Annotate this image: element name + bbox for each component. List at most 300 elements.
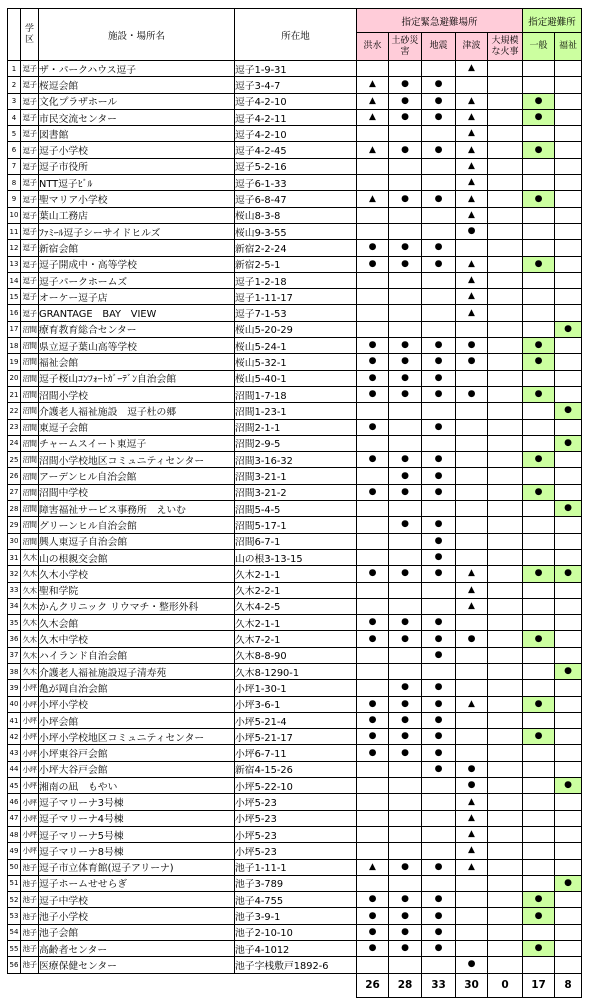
row-number: 56 xyxy=(8,957,21,973)
facility-name: 逗子マリーナ5号棟 xyxy=(39,826,235,842)
facility-name: 沼間小学校地区コミュニティセンター xyxy=(39,452,235,468)
earthquake-mark: ● xyxy=(422,256,456,272)
district-cell: 逗子 xyxy=(21,191,39,207)
tsunami-mark xyxy=(456,663,488,679)
row-number: 22 xyxy=(8,403,21,419)
row-number: 29 xyxy=(8,517,21,533)
district-cell: 小坪 xyxy=(21,680,39,696)
general-mark xyxy=(523,126,555,142)
facility-name: 池子会館 xyxy=(39,924,235,940)
landslide-mark xyxy=(389,778,422,794)
row-number: 51 xyxy=(8,875,21,891)
welfare-mark xyxy=(555,386,582,402)
tsunami-mark: ▲ xyxy=(456,843,488,859)
general-mark xyxy=(523,468,555,484)
earthquake-mark xyxy=(422,778,456,794)
district-cell: 逗子 xyxy=(21,223,39,239)
landslide-mark xyxy=(389,61,422,77)
flood-mark xyxy=(357,647,389,663)
table-row xyxy=(8,272,582,288)
general-mark xyxy=(523,305,555,321)
address-cell: 久木4-2-5 xyxy=(235,598,357,614)
flood-mark: ● xyxy=(357,615,389,631)
district-cell: 久木 xyxy=(21,566,39,582)
district-cell: 沼間 xyxy=(21,354,39,370)
fire-mark xyxy=(488,403,523,419)
earthquake-mark: ● xyxy=(422,468,456,484)
total-welfare: 8 xyxy=(555,973,582,997)
district-cell: 沼間 xyxy=(21,370,39,386)
landslide-mark: ● xyxy=(389,452,422,468)
row-number: 14 xyxy=(8,272,21,288)
district-cell: 久木 xyxy=(21,631,39,647)
address-cell: 逗子4-2-11 xyxy=(235,109,357,125)
tsunami-mark: ▲ xyxy=(456,582,488,598)
welfare-mark xyxy=(555,223,582,239)
row-number: 44 xyxy=(8,761,21,777)
table-row xyxy=(8,256,582,272)
tsunami-mark: ▲ xyxy=(456,93,488,109)
emergency-group-header: 指定緊急避難場所 xyxy=(357,9,523,33)
row-number: 3 xyxy=(8,93,21,109)
district-cell: 逗子 xyxy=(21,240,39,256)
row-number: 36 xyxy=(8,631,21,647)
tsunami-mark: ● xyxy=(456,957,488,973)
welfare-mark xyxy=(555,957,582,973)
general-mark xyxy=(523,223,555,239)
facility-name: 新宿会館 xyxy=(39,240,235,256)
earthquake-mark: ● xyxy=(422,615,456,631)
fire-mark xyxy=(488,223,523,239)
tsunami-header: 津波 xyxy=(456,33,488,61)
tsunami-mark xyxy=(456,321,488,337)
earthquake-mark xyxy=(422,875,456,891)
row-number: 6 xyxy=(8,142,21,158)
address-cell: 桜山5-20-29 xyxy=(235,321,357,337)
general-mark xyxy=(523,533,555,549)
earthquake-mark xyxy=(422,223,456,239)
tsunami-mark xyxy=(456,729,488,745)
table-row xyxy=(8,305,582,321)
earthquake-mark xyxy=(422,435,456,451)
earthquake-mark xyxy=(422,810,456,826)
row-number: 13 xyxy=(8,256,21,272)
row-number: 28 xyxy=(8,501,21,517)
general-mark: ● xyxy=(523,908,555,924)
welfare-mark xyxy=(555,419,582,435)
flood-mark xyxy=(357,663,389,679)
flood-mark xyxy=(357,501,389,517)
facility-name: 久木中学校 xyxy=(39,631,235,647)
landslide-mark: ● xyxy=(389,615,422,631)
row-number: 47 xyxy=(8,810,21,826)
facility-name: チャームスイート東逗子 xyxy=(39,435,235,451)
facility-name: 小坪小学校地区コミュニティセンター xyxy=(39,729,235,745)
address-cell: 逗子3-4-7 xyxy=(235,77,357,93)
welfare-mark xyxy=(555,338,582,354)
general-mark: ● xyxy=(523,386,555,402)
row-number: 34 xyxy=(8,598,21,614)
general-mark: ● xyxy=(523,452,555,468)
table-row xyxy=(8,892,582,908)
welfare-mark xyxy=(555,696,582,712)
welfare-mark xyxy=(555,826,582,842)
general-mark: ● xyxy=(523,696,555,712)
earthquake-mark xyxy=(422,794,456,810)
district-cell: 沼間 xyxy=(21,321,39,337)
welfare-mark xyxy=(555,549,582,565)
flood-mark: ● xyxy=(357,729,389,745)
landslide-mark: ● xyxy=(389,712,422,728)
general-mark: ● xyxy=(523,109,555,125)
district-cell: 小坪 xyxy=(21,826,39,842)
welfare-mark xyxy=(555,582,582,598)
earthquake-mark xyxy=(422,843,456,859)
earthquake-mark: ● xyxy=(422,386,456,402)
flood-mark: ● xyxy=(357,338,389,354)
table-row xyxy=(8,549,582,565)
flood-mark: ● xyxy=(357,924,389,940)
row-number: 1 xyxy=(8,61,21,77)
row-number: 21 xyxy=(8,386,21,402)
flood-mark xyxy=(357,517,389,533)
landslide-mark xyxy=(389,158,422,174)
general-mark xyxy=(523,61,555,77)
general-mark xyxy=(523,843,555,859)
district-cell: 沼間 xyxy=(21,452,39,468)
welfare-mark xyxy=(555,517,582,533)
welfare-mark xyxy=(555,615,582,631)
earthquake-mark: ● xyxy=(422,354,456,370)
district-cell: 小坪 xyxy=(21,696,39,712)
fire-header: 大規模 な火事 xyxy=(488,33,523,61)
flood-mark xyxy=(357,175,389,191)
earthquake-mark: ● xyxy=(422,93,456,109)
earthquake-header: 地震 xyxy=(422,33,456,61)
welfare-mark xyxy=(555,631,582,647)
row-number: 50 xyxy=(8,859,21,875)
tsunami-mark: ● xyxy=(456,223,488,239)
row-number: 35 xyxy=(8,615,21,631)
facility-name: 東逗子会館 xyxy=(39,419,235,435)
earthquake-mark: ● xyxy=(422,566,456,582)
landslide-mark: ● xyxy=(389,859,422,875)
facility-name: 亀が岡自治会館 xyxy=(39,680,235,696)
general-mark xyxy=(523,403,555,419)
tsunami-mark: ▲ xyxy=(456,859,488,875)
row-number: 30 xyxy=(8,533,21,549)
address-cell: 逗子5-2-16 xyxy=(235,158,357,174)
table-row xyxy=(8,126,582,142)
facility-name: 沼間中学校 xyxy=(39,484,235,500)
table-row xyxy=(8,859,582,875)
row-number: 23 xyxy=(8,419,21,435)
tsunami-mark xyxy=(456,501,488,517)
flood-mark xyxy=(357,957,389,973)
welfare-mark xyxy=(555,761,582,777)
fire-mark xyxy=(488,321,523,337)
address-cell: 池子1-11-1 xyxy=(235,859,357,875)
welfare-mark xyxy=(555,158,582,174)
landslide-mark xyxy=(389,305,422,321)
facility-name: 沼間小学校 xyxy=(39,386,235,402)
tsunami-mark: ▲ xyxy=(456,826,488,842)
general-mark xyxy=(523,419,555,435)
tsunami-mark: ● xyxy=(456,761,488,777)
welfare-mark xyxy=(555,892,582,908)
total-earthquake: 33 xyxy=(422,973,456,997)
fire-mark xyxy=(488,761,523,777)
flood-mark: ● xyxy=(357,452,389,468)
row-number: 4 xyxy=(8,109,21,125)
address-cell: 久木2-2-1 xyxy=(235,582,357,598)
general-mark xyxy=(523,778,555,794)
facility-name: 山の根親交会館 xyxy=(39,549,235,565)
row-number: 17 xyxy=(8,321,21,337)
tsunami-mark xyxy=(456,615,488,631)
welfare-mark: ● xyxy=(555,321,582,337)
row-number: 31 xyxy=(8,549,21,565)
facility-name: 逗子市役所 xyxy=(39,158,235,174)
tsunami-mark xyxy=(456,403,488,419)
landslide-mark: ● xyxy=(389,256,422,272)
district-cell: 池子 xyxy=(21,875,39,891)
general-mark xyxy=(523,875,555,891)
address-header: 所在地 xyxy=(235,9,357,61)
tsunami-mark: ● xyxy=(456,338,488,354)
flood-mark: ▲ xyxy=(357,93,389,109)
general-mark xyxy=(523,794,555,810)
address-cell: 桜山8-3-8 xyxy=(235,207,357,223)
fire-mark xyxy=(488,810,523,826)
earthquake-mark: ● xyxy=(422,712,456,728)
general-mark xyxy=(523,517,555,533)
row-number: 20 xyxy=(8,370,21,386)
landslide-mark: ● xyxy=(389,892,422,908)
tsunami-mark xyxy=(456,549,488,565)
fire-mark xyxy=(488,142,523,158)
general-mark xyxy=(523,647,555,663)
district-cell: 池子 xyxy=(21,957,39,973)
tsunami-mark: ● xyxy=(456,778,488,794)
address-cell: 沼間1-7-18 xyxy=(235,386,357,402)
welfare-mark: ● xyxy=(555,663,582,679)
total-tsunami: 30 xyxy=(456,973,488,997)
flood-mark xyxy=(357,549,389,565)
district-cell: 沼間 xyxy=(21,419,39,435)
facility-name: 障害福祉サービス事務所 えいむ xyxy=(39,501,235,517)
fire-mark xyxy=(488,729,523,745)
address-cell: 逗子6-1-33 xyxy=(235,175,357,191)
general-mark xyxy=(523,321,555,337)
facility-name: 小坪東谷戸会館 xyxy=(39,745,235,761)
address-cell: 久木2-1-1 xyxy=(235,566,357,582)
earthquake-mark: ● xyxy=(422,419,456,435)
table-row xyxy=(8,468,582,484)
tsunami-mark: ▲ xyxy=(456,207,488,223)
address-cell: 小坪5-21-4 xyxy=(235,712,357,728)
earthquake-mark xyxy=(422,826,456,842)
landslide-mark xyxy=(389,419,422,435)
earthquake-mark: ● xyxy=(422,77,456,93)
facility-name: 療育教育総合センター xyxy=(39,321,235,337)
general-mark: ● xyxy=(523,729,555,745)
total-landslide: 28 xyxy=(389,973,422,997)
facility-name: 逗子マリーナ3号棟 xyxy=(39,794,235,810)
welfare-mark: ● xyxy=(555,778,582,794)
address-cell: 沼間2-1-1 xyxy=(235,419,357,435)
facility-name: 文化プラザホール xyxy=(39,93,235,109)
landslide-mark: ● xyxy=(389,729,422,745)
fire-mark xyxy=(488,501,523,517)
row-number: 5 xyxy=(8,126,21,142)
landslide-mark xyxy=(389,598,422,614)
flood-mark: ▲ xyxy=(357,142,389,158)
landslide-mark: ● xyxy=(389,680,422,696)
landslide-mark: ● xyxy=(389,631,422,647)
landslide-mark xyxy=(389,794,422,810)
address-cell: 逗子7-1-53 xyxy=(235,305,357,321)
row-number: 11 xyxy=(8,223,21,239)
earthquake-mark xyxy=(422,582,456,598)
earthquake-mark xyxy=(422,207,456,223)
address-cell: 池子3-9-1 xyxy=(235,908,357,924)
table-row xyxy=(8,93,582,109)
flood-mark xyxy=(357,794,389,810)
flood-mark: ● xyxy=(357,419,389,435)
table-row xyxy=(8,778,582,794)
landslide-mark xyxy=(389,843,422,859)
landslide-mark xyxy=(389,403,422,419)
address-cell: 沼間3-16-32 xyxy=(235,452,357,468)
district-cell: 小坪 xyxy=(21,794,39,810)
tsunami-mark xyxy=(456,875,488,891)
welfare-mark: ● xyxy=(555,435,582,451)
number-header xyxy=(8,9,21,61)
fire-mark xyxy=(488,452,523,468)
tsunami-mark xyxy=(456,435,488,451)
fire-mark xyxy=(488,647,523,663)
row-number: 43 xyxy=(8,745,21,761)
tsunami-mark: ● xyxy=(456,631,488,647)
general-mark xyxy=(523,77,555,93)
earthquake-mark xyxy=(422,61,456,77)
fire-mark xyxy=(488,386,523,402)
row-number: 41 xyxy=(8,712,21,728)
address-cell: 桜山9-3-55 xyxy=(235,223,357,239)
fire-mark xyxy=(488,338,523,354)
flood-mark xyxy=(357,223,389,239)
table-row xyxy=(8,321,582,337)
landslide-mark: ● xyxy=(389,566,422,582)
name-header: 施設・場所名 xyxy=(39,9,235,61)
table-row xyxy=(8,517,582,533)
district-cell: 小坪 xyxy=(21,729,39,745)
flood-mark xyxy=(357,272,389,288)
facility-name: ザ・パークハウス逗子 xyxy=(39,61,235,77)
fire-mark xyxy=(488,680,523,696)
fire-mark xyxy=(488,126,523,142)
facility-name: 逗子マリーナ4号棟 xyxy=(39,810,235,826)
welfare-mark xyxy=(555,484,582,500)
landslide-mark xyxy=(389,761,422,777)
welfare-mark xyxy=(555,680,582,696)
general-mark xyxy=(523,680,555,696)
tsunami-mark xyxy=(456,892,488,908)
row-number: 48 xyxy=(8,826,21,842)
landslide-mark xyxy=(389,223,422,239)
welfare-mark xyxy=(555,924,582,940)
total-general: 17 xyxy=(523,973,555,997)
flood-mark xyxy=(357,321,389,337)
flood-mark xyxy=(357,289,389,305)
district-cell: 逗子 xyxy=(21,158,39,174)
general-mark xyxy=(523,924,555,940)
table-row xyxy=(8,77,582,93)
tsunami-mark: ● xyxy=(456,354,488,370)
earthquake-mark: ● xyxy=(422,240,456,256)
welfare-mark xyxy=(555,712,582,728)
facility-name: 桜逗会館 xyxy=(39,77,235,93)
welfare-mark xyxy=(555,93,582,109)
landslide-mark: ● xyxy=(389,338,422,354)
tsunami-mark: ▲ xyxy=(456,158,488,174)
welfare-mark xyxy=(555,598,582,614)
welfare-mark xyxy=(555,745,582,761)
general-mark xyxy=(523,549,555,565)
general-mark xyxy=(523,370,555,386)
earthquake-mark: ● xyxy=(422,452,456,468)
facility-name: 興人東逗子自治会館 xyxy=(39,533,235,549)
welfare-mark xyxy=(555,77,582,93)
general-mark xyxy=(523,207,555,223)
table-row xyxy=(8,419,582,435)
landslide-mark xyxy=(389,957,422,973)
tsunami-mark: ▲ xyxy=(456,289,488,305)
district-cell: 池子 xyxy=(21,941,39,957)
facility-name: かんクリニック リウマチ・整形外科 xyxy=(39,598,235,614)
address-cell: 逗子1-2-18 xyxy=(235,272,357,288)
landslide-mark: ● xyxy=(389,924,422,940)
tsunami-mark: ▲ xyxy=(456,61,488,77)
earthquake-mark: ● xyxy=(422,631,456,647)
tsunami-mark: ● xyxy=(456,386,488,402)
address-cell: 沼間3-21-1 xyxy=(235,468,357,484)
table-row xyxy=(8,908,582,924)
general-mark: ● xyxy=(523,892,555,908)
facility-name: ﾌｧﾐｰﾙ逗子シーサイドヒルズ xyxy=(39,223,235,239)
general-header: 一般 xyxy=(523,33,555,61)
welfare-mark xyxy=(555,468,582,484)
fire-mark xyxy=(488,305,523,321)
row-number: 42 xyxy=(8,729,21,745)
facility-name: 逗子小学校 xyxy=(39,142,235,158)
table-row xyxy=(8,761,582,777)
flood-mark: ● xyxy=(357,908,389,924)
table-row xyxy=(8,240,582,256)
facility-name: 逗子パークホームズ xyxy=(39,272,235,288)
tsunami-mark: ▲ xyxy=(456,810,488,826)
general-mark xyxy=(523,435,555,451)
row-number: 26 xyxy=(8,468,21,484)
row-number: 10 xyxy=(8,207,21,223)
table-row xyxy=(8,354,582,370)
flood-mark: ● xyxy=(357,696,389,712)
district-cell: 逗子 xyxy=(21,207,39,223)
landslide-mark: ● xyxy=(389,941,422,957)
district-cell: 小坪 xyxy=(21,778,39,794)
flood-mark xyxy=(357,305,389,321)
